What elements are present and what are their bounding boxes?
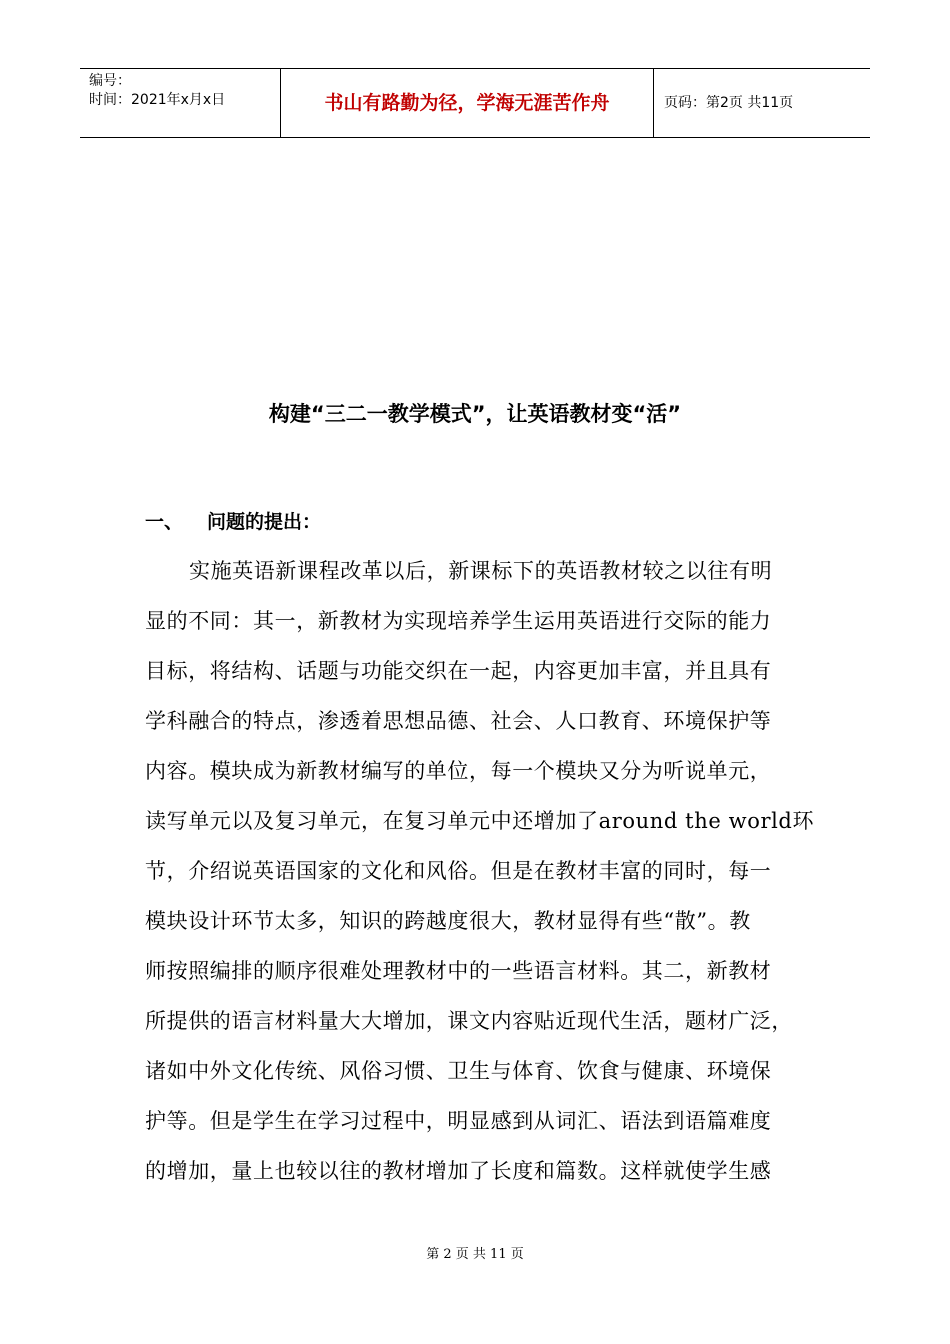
header-table [80, 68, 870, 138]
section-number: 一、 [145, 511, 184, 533]
document-time-label: 时间：2021年x月x日 [89, 92, 226, 108]
body-line: 内容。模块成为新教材编写的单位，每一个模块又分为听说单元， [145, 759, 772, 783]
section-heading-text: 问题的提出： [207, 511, 322, 533]
body-line: 所提供的语言材料量大大增加，课文内容贴近现代生活，题材广泛， [145, 1009, 793, 1033]
body-line: 显的不同：其一，新教材为实现培养学生运用英语进行交际的能力 [145, 609, 772, 633]
header-motto-cell [281, 69, 654, 137]
header-meta-cell [80, 69, 281, 137]
section-heading [145, 508, 321, 536]
body-line: 护等。但是学生在学习过程中，明显感到从词汇、语法到语篇难度 [145, 1109, 772, 1133]
body-line: 诸如中外文化传统、风俗习惯、卫生与体育、饮食与健康、环境保 [145, 1059, 772, 1083]
body-line: 目标，将结构、话题与功能交织在一起，内容更加丰富，并且具有 [145, 659, 772, 683]
body-line: 师按照编排的顺序很难处理教材中的一些语言材料。其二，新教材 [145, 959, 772, 983]
body-paragraph [145, 555, 815, 1205]
body-line: 学科融合的特点，渗透着思想品德、社会、人口教育、环境保护等 [145, 709, 772, 733]
header-page-code: 页码：第2页 共11页 [664, 95, 794, 111]
body-line: 模块设计环节太多，知识的跨越度很大，教材显得有些“散”。教 [145, 909, 751, 933]
body-line: 读写单元以及复习单元，在复习单元中还增加了around the world环 [145, 809, 815, 833]
header-pagecode-cell [654, 69, 870, 137]
document-number-label: 编号： [89, 73, 131, 89]
document-title: 构建“三二一教学模式”，让英语教材变“活” [268, 402, 682, 426]
body-line: 实施英语新课程改革以后，新课标下的英语教材较之以往有明 [189, 559, 773, 583]
body-line: 的增加，量上也较以往的教材增加了长度和篇数。这样就使学生感 [145, 1159, 772, 1183]
body-line: 节，介绍说英语国家的文化和风俗。但是在教材丰富的同时，每一 [145, 859, 772, 883]
header-motto: 书山有路勤为径，学海无涯苦作舟 [324, 92, 610, 114]
page-footer: 第 2 页 共 11 页 [426, 1247, 524, 1262]
